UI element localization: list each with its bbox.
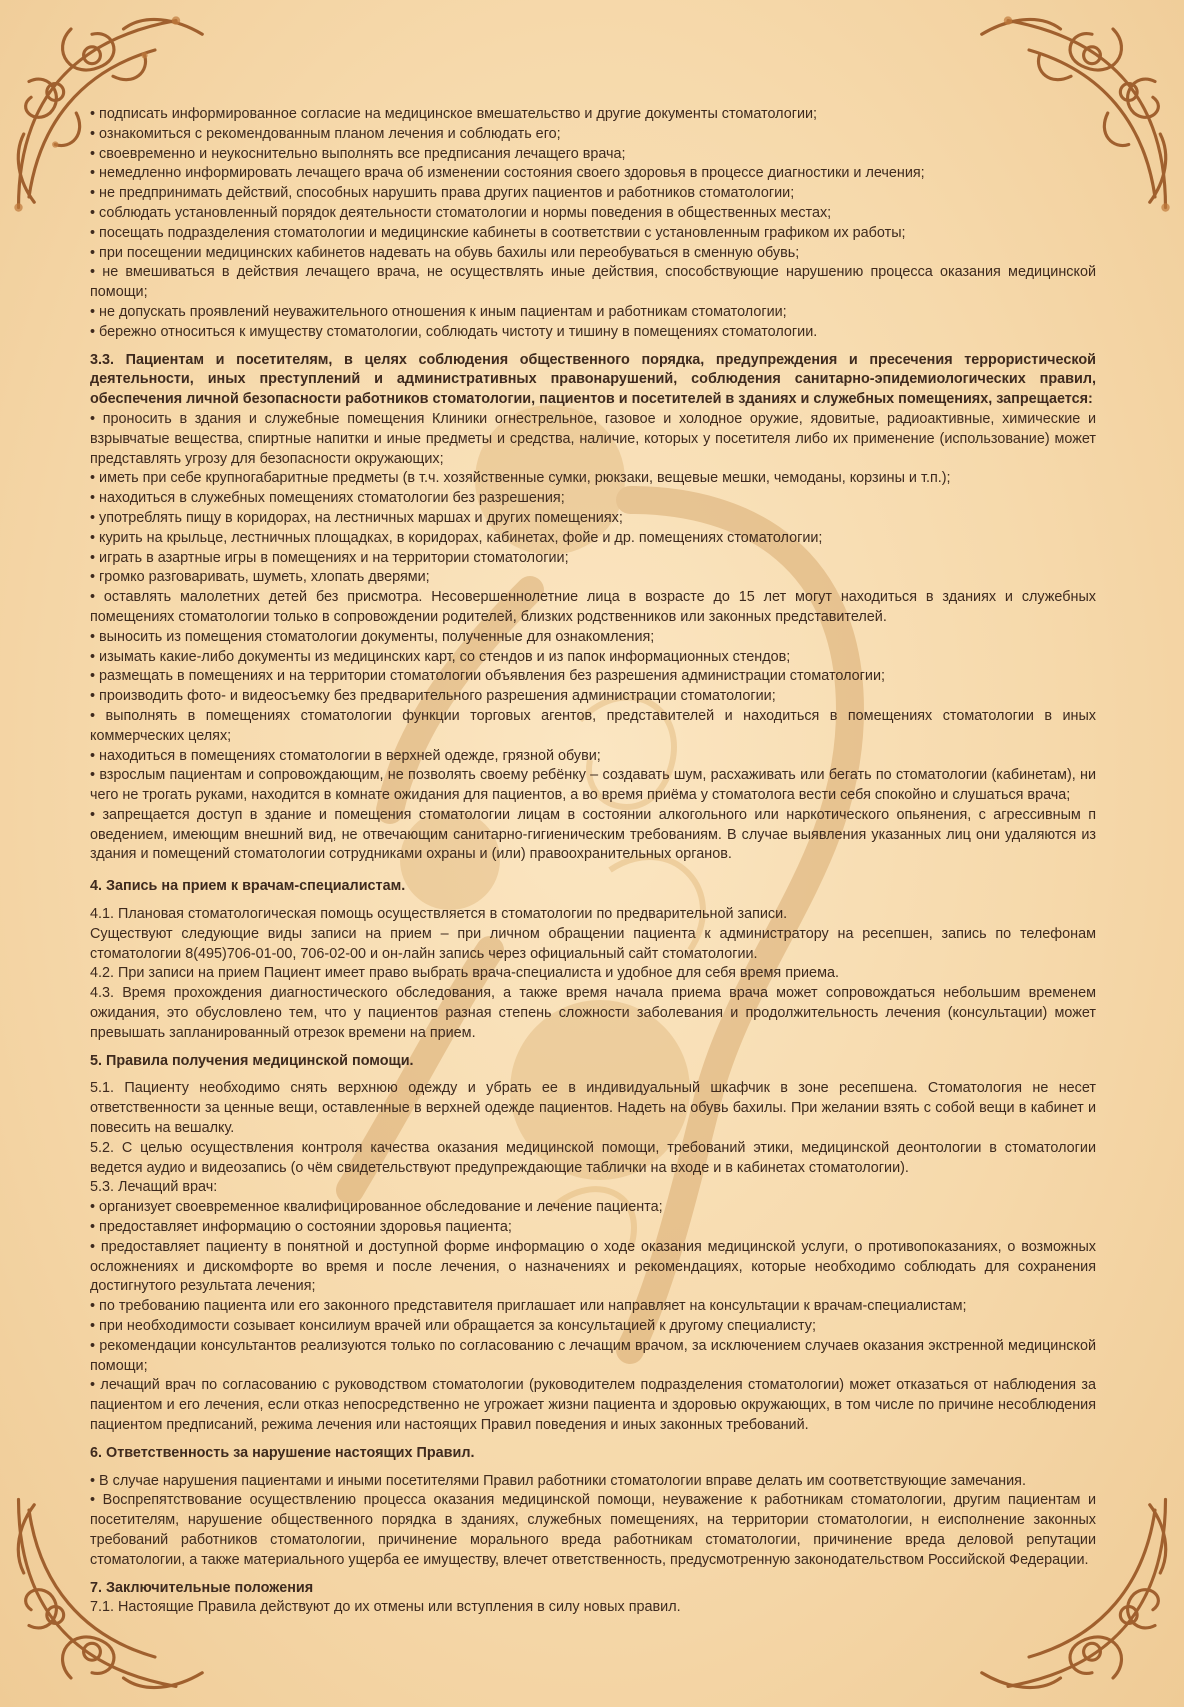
list-item: • подписать информированное согласие на медицинское вмешательство и другие документы стоматологии;	[90, 106, 818, 122]
list-item: • предоставляет пациенту в понятной и доступной форме информацию о ходе оказания медицинской услуги, о противопоказаниях, о возможных осложнениях и дискомфорте во время и после лечения, о назначениях и рекомендациях, которые необходимо соблюдать для сохранения достигнутого результата лечения;	[90, 1238, 1096, 1295]
list-item: • бережно относиться к имуществу стоматологии, соблюдать чистоту и тишину в помещениях стоматологии.	[90, 323, 818, 340]
list-item: • посещать подразделения стоматологии и медицинские кабинеты в соответствии с установленным графиком их работы;	[90, 224, 906, 241]
list-item: • по требованию пациента или его законного представителя приглашает или направляет на консультации к врачам-специалистам;	[90, 1298, 967, 1315]
list-item: • проносить в здания и служебные помещения Клиники огнестрельное, газовое и холодное оружие, ядовитые, радиоактивные, химические и взрывчатые вещества, спиртные напитки и иные предметы и средства, наличие, которых у посетителя либо их применение (использование) может представлять угрозу для безопасности окружающих;	[90, 410, 1096, 467]
list-item: • рекомендации консультантов реализуются только по согласованию с лечащим врачом, за исключением случаев оказания экстренной медицинской помощи;	[90, 1337, 1096, 1374]
paragraph: 5.1. Пациенту необходимо снять верхнюю одежду и убрать ее в индивидуальный шкафчик в зоне ресепшена. Стоматология не несет ответственности за ценные вещи, оставленные в верхней одежде пациентов. Надеть на обувь бахилы. При желании взять с собой вещи в кабинет и повесить на вешалку.	[90, 1080, 1096, 1137]
list-item: • курить на крыльце, лестничных площадках, в коридорах, кабинетах, фойе и др. помещениях стоматологии;	[90, 529, 823, 546]
prohibitions-list	[90, 410, 1096, 865]
list-item: • организует своевременное квалифицированное обследование и лечение пациента;	[90, 1199, 663, 1216]
list-item: • ознакомиться с рекомендованным планом лечения и соблюдать его;	[90, 125, 561, 142]
section-6-heading: 6. Ответственность за нарушение настоящих Правил.	[90, 1444, 475, 1461]
list-item: • выполнять в помещениях стоматологии функции торговых агентов, представителей и находиться в помещениях стоматологии в иных коммерческих целях;	[90, 707, 1096, 744]
list-item: • размещать в помещениях и на территории стоматологии объявления без разрешения администрации стоматологии;	[90, 668, 885, 685]
list-item: • не допускать проявлений неуважительного отношения к иным пациентам и работникам стоматологии;	[90, 303, 787, 320]
paragraph: 4.2. При записи на прием Пациент имеет право выбрать врача-специалиста и удобное для себя время приема.	[90, 965, 839, 982]
paragraph: Существуют следующие виды записи на прием – при личном обращении пациента к администратору на ресепшен, запись по телефонам стоматологии 8(495)706-01-00, 706-02-00 и он-лайн запись через официальный сайт стоматологии.	[90, 925, 1096, 962]
section-3-3-heading: 3.3. Пациентам и посетителям, в целях соблюдения общественного порядка, предупреждения и пресечения террористической деятельности, иных преступлений и административных правонарушений, соблюдения санитарно-эпидемиологических правил, обеспечения личной безопасности работников стоматологии, пациентов и посетителей в зданиях и служебных помещениях, запрещается:	[90, 351, 1096, 408]
list-item: • при необходимости созывает консилиум врачей или обращается за консультацией к другому специалисту;	[90, 1318, 816, 1335]
section-6-body	[90, 1472, 1096, 1571]
list-item: • лечащий врач по согласованию с руководством стоматологии (руководителем подразделения стоматологии) может отказаться от наблюдения за пациентом и его лечения, если отказ непосредственно не угрожает жизни пациента и здоровью окружающих, в том числе по причине несоблюдения пациентом предписаний, режима лечения или настоящих Правил поведения и иных законных требований.	[90, 1377, 1096, 1433]
list-item: • выносить из помещения стоматологии документы, полученные для ознакомления;	[90, 628, 655, 645]
list-item: • предоставляет информацию о состоянии здоровья пациента;	[90, 1219, 512, 1236]
list-item: • употреблять пищу в коридорах, на лестничных маршах и других помещениях;	[90, 509, 623, 526]
list-item: • не предпринимать действий, способных нарушить права других пациентов и работников стоматологии;	[90, 185, 795, 202]
section-7-heading: 7. Заключительные положения	[90, 1579, 314, 1596]
list-item: • своевременно и неукоснительно выполнять все предписания лечащего врача;	[90, 145, 626, 162]
list-item: • при посещении медицинских кабинетов надевать на обувь бахилы или переобуваться в сменную обувь;	[90, 244, 800, 261]
list-item: • иметь при себе крупногабаритные предметы (в т.ч. хозяйственные сумки, рюкзаки, вещевые мешки, чемоданы, корзины и т.п.);	[90, 470, 951, 487]
list-item: • немедленно информировать лечащего врача об изменении состояния своего здоровья в процессе диагностики и лечения;	[90, 165, 925, 182]
list-item: • взрослым пациентам и сопровождающим, не позволять своему ребёнку – создавать шум, расхаживать или бегать по стоматологии (кабинетам), ни чего не трогать руками, находится в комнате ожидания для пациентов, а во время приёма у стоматолога вести себя спокойно и слушаться врача;	[90, 767, 1096, 804]
section-5-heading: 5. Правила получения медицинской помощи.	[90, 1052, 414, 1069]
list-item: • играть в азартные игры в помещениях и на территории стоматологии;	[90, 549, 569, 566]
section-4-heading: 4. Запись на прием к врачам-специалистам.	[90, 878, 406, 895]
document-body	[90, 105, 1096, 1618]
paragraph: 5.2. С целью осуществления контроля качества оказания медицинской помощи, требований этики, медицинской деонтологии в стоматологии ведется аудио и видеозапись (о чём свидетельствуют предупреждающие таблички на входе и в кабинетах стоматологии).	[90, 1139, 1096, 1176]
list-item: • оставлять малолетних детей без присмотра. Несовершеннолетние лица в возрасте до 15 лет могут находиться в зданиях и служебных помещениях стоматологии только в сопровождении родителей, близких родственников или законных представителей.	[90, 589, 1096, 625]
list-item: • запрещается доступ в здание и помещения стоматологии лицам в состоянии алкогольного или наркотического опьянения, с агрессивным п оведением, имеющим внешний вид, не отвечающим санитарно-гигиеническим требованиям. В случае выявления указанных лиц они удаляются из здания и помещений стоматологии сотрудниками охраны и (или) правоохранительных органов.	[90, 806, 1096, 863]
section-7-body	[90, 1598, 1096, 1618]
list-item: • соблюдать установленный порядок деятельности стоматологии и нормы поведения в общественных местах;	[90, 204, 832, 221]
list-item: • находиться в помещениях стоматологии в верхней одежде, грязной обуви;	[90, 747, 601, 764]
list-item: • находиться в служебных помещениях стоматологии без разрешения;	[90, 490, 565, 507]
list-item: • громко разговаривать, шуметь, хлопать дверями;	[90, 569, 430, 586]
paragraph: 4.3. Время прохождения диагностического обследования, а также время начала приема врача может сопровождаться небольшим временем ожидания, это обусловлено тем, что у пациентов разная степень сложности заболевания и продолжительность лечения (консультации) может превышать запланированный отрезок времени на прием.	[90, 985, 1096, 1041]
paragraph: 5.3. Лечащий врач:	[90, 1179, 218, 1196]
section-4-body	[90, 905, 1096, 1044]
list-item: • В случае нарушения пациентами и иными посетителями Правил работники стоматологии вправе делать им соответствующие замечания.	[90, 1472, 1026, 1489]
list-item: • Воспрепятствование осуществлению процесса оказания медицинской помощи, неуважение к работникам стоматологии, другим пациентам и посетителям, нарушение общественного порядка в зданиях, служебных помещениях, на территории стоматологии, н еисполнение законных требований работников стоматологии, причинение морального вреда работникам стоматологии, причинение вреда деловой репутации стоматологии, а также материального ущерба ее имуществу, влечет ответственность, предусмотренную законодательством Российской Федерации.	[90, 1492, 1096, 1568]
list-item: • производить фото- и видеосъемку без предварительного разрешения администрации стоматологии;	[90, 688, 776, 705]
list-item: • не вмешиваться в действия лечащего врача, не осуществлять иные действия, способствующие нарушению процесса оказания медицинской помощи;	[90, 264, 1096, 301]
paragraph: 7.1. Настоящие Правила действуют до их отмены или вступления в силу новых правил.	[90, 1599, 681, 1616]
list-item: • изымать какие-либо документы из медицинских карт, со стендов и из папок информационных стендов;	[90, 648, 791, 665]
obligations-list	[90, 105, 1096, 343]
paragraph: 4.1. Плановая стоматологическая помощь осуществляется в стоматологии по предварительной записи.	[90, 906, 788, 923]
section-5-body	[90, 1079, 1096, 1435]
